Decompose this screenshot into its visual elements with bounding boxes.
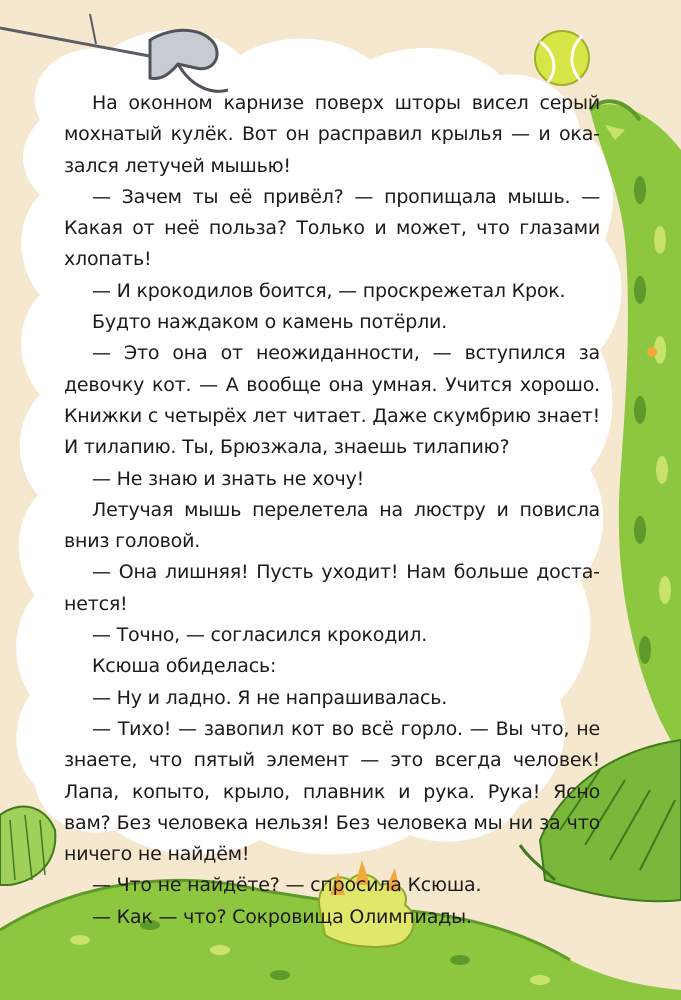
story-paragraph: Ксюша обиделась: <box>92 655 277 678</box>
story-paragraph: — Что не найдёте? — спросила Ксюша. <box>92 874 482 897</box>
tennis-ball-icon <box>535 31 589 85</box>
story-paragraph: — И крокодилов боится, — проскрежетал Крок. <box>92 279 566 302</box>
story-paragraph: — Ну и ладно. Я не напрашивалась. <box>92 686 448 709</box>
story-paragraph: На оконном карнизе поверх шторы висел серый мохнатый кулёк. Вот он расправил крылья — и оказался летучей мышью! <box>64 92 600 177</box>
story-paragraph: — Она лишняя! Пусть уходит! Нам больше достанется! <box>64 561 600 615</box>
story-paragraph: — Это она от неожиданности, — вступился за девочку кот. — А вообще она умная. Учится хорошо. Книжки с четырёх лет читает. Даже скумбрию знает! И тилапию. Ты, Брюзжала, знаешь тилапию? <box>64 342 600 459</box>
story-paragraph: Летучая мышь перелетела на люстру и повисла вниз головой. <box>64 498 600 553</box>
story-paragraph: — Точно, — согласился крокодил. <box>92 624 428 647</box>
pillow-icon <box>0 807 55 885</box>
story-paragraph: — Не знаю и знать не хочу! <box>92 467 365 490</box>
story-paragraph: — Тихо! — завопил кот во всё горло. — Вы что, не знаете, что пятый элемент — это всегда человек! Лапа, копыто, крыло, плавник и рука. Рука! Ясно вам? Без человека нельзя! Без человека мы ни за что ничего не найдём! <box>64 717 600 866</box>
story-paragraph: Будто наждаком о камень потёрли. <box>92 311 448 334</box>
story-text <box>64 88 600 933</box>
story-paragraph: — Зачем ты её привёл? — пропищала мышь. — Какая от неё польза? Только и может, что глазами хлопать! <box>64 185 600 271</box>
story-paragraph: — Как — что? Сокровища Олимпиады. <box>92 905 472 928</box>
